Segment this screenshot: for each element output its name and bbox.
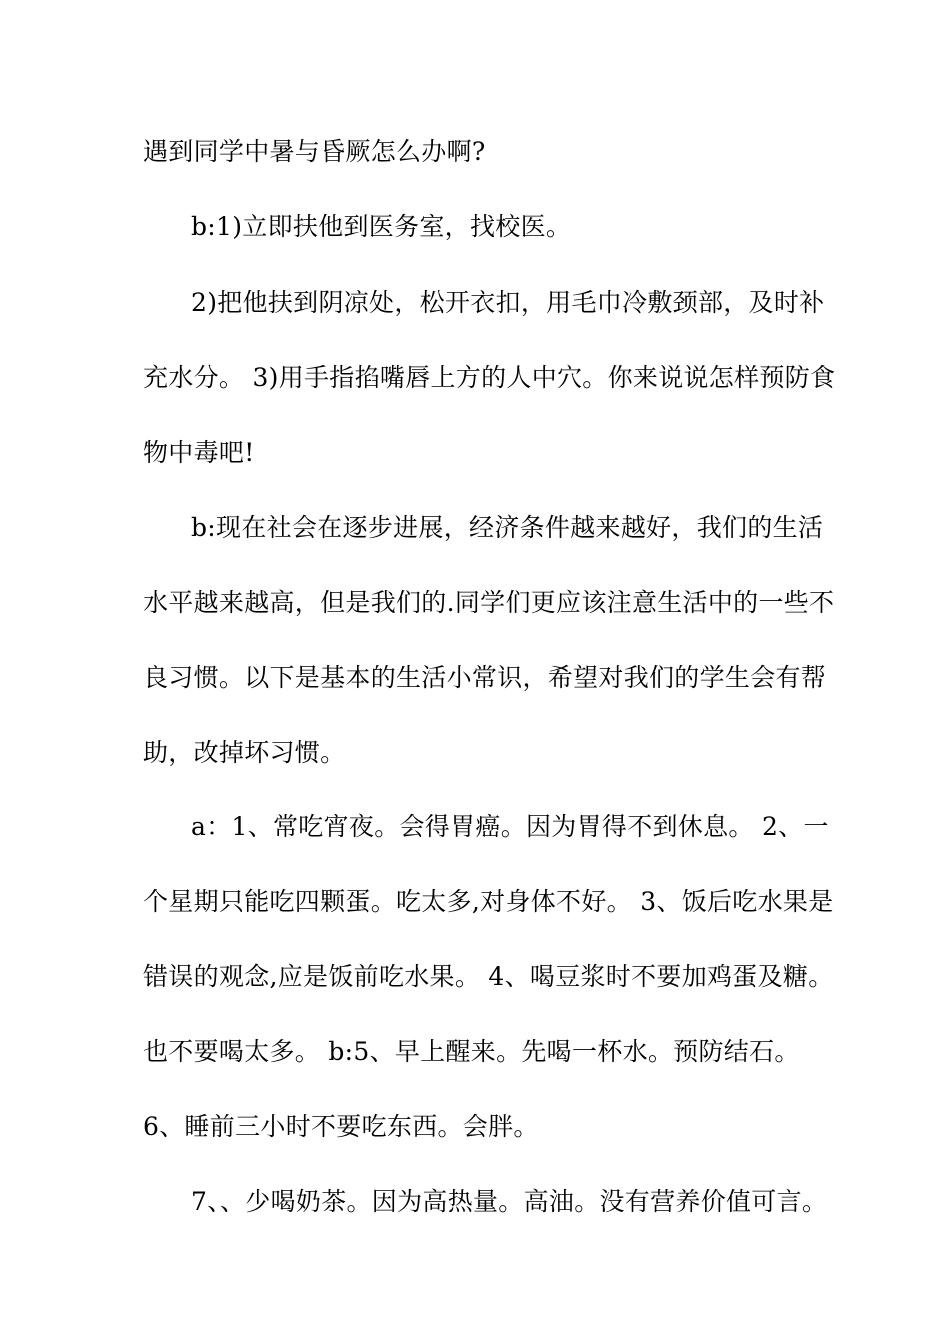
text-line: b:1)立即扶他到医务室，找校医。 <box>191 212 572 241</box>
text-line: 充水分。 3)用手指掐嘴唇上方的人中穴。你来说说怎样预防食 <box>143 363 836 392</box>
text-line: 个星期只能吃四颗蛋。吃太多,对身体不好。 3、饭后吃水果是 <box>143 887 834 916</box>
text-line: 助，改掉坏习惯。 <box>143 738 346 767</box>
text-line: 2)把他扶到阴凉处，松开衣扣，用毛巾冷敷颈部，及时补 <box>191 288 825 317</box>
text-line: 遇到同学中暑与昏厥怎么办啊? <box>143 137 486 166</box>
text-line: 7、、少喝奶茶。因为高热量。高油。没有营养价值可言。 <box>191 1187 828 1216</box>
text-line: 也不要喝太多。 b:5、早上醒来。先喝一杯水。预防结石。 <box>143 1037 800 1066</box>
text-line: 良习惯。以下是基本的生活小常识，希望对我们的学生会有帮 <box>143 663 827 692</box>
text-line: b:现在社会在逐步进展，经济条件越来越好，我们的生活 <box>191 513 824 542</box>
text-line: a：1、常吃宵夜。会得胃癌。因为胃得不到休息。 2、一 <box>191 812 829 841</box>
text-line: 水平越来越高，但是我们的.同学们更应该注意生活中的一些不 <box>143 588 835 617</box>
text-line: 6、睡前三小时不要吃东西。会胖。 <box>143 1112 539 1141</box>
text-line: 错误的观念,应是饭前吃水果。 4、喝豆浆时不要加鸡蛋及糖。 <box>143 962 834 991</box>
text-line: 物中毒吧! <box>143 438 255 467</box>
